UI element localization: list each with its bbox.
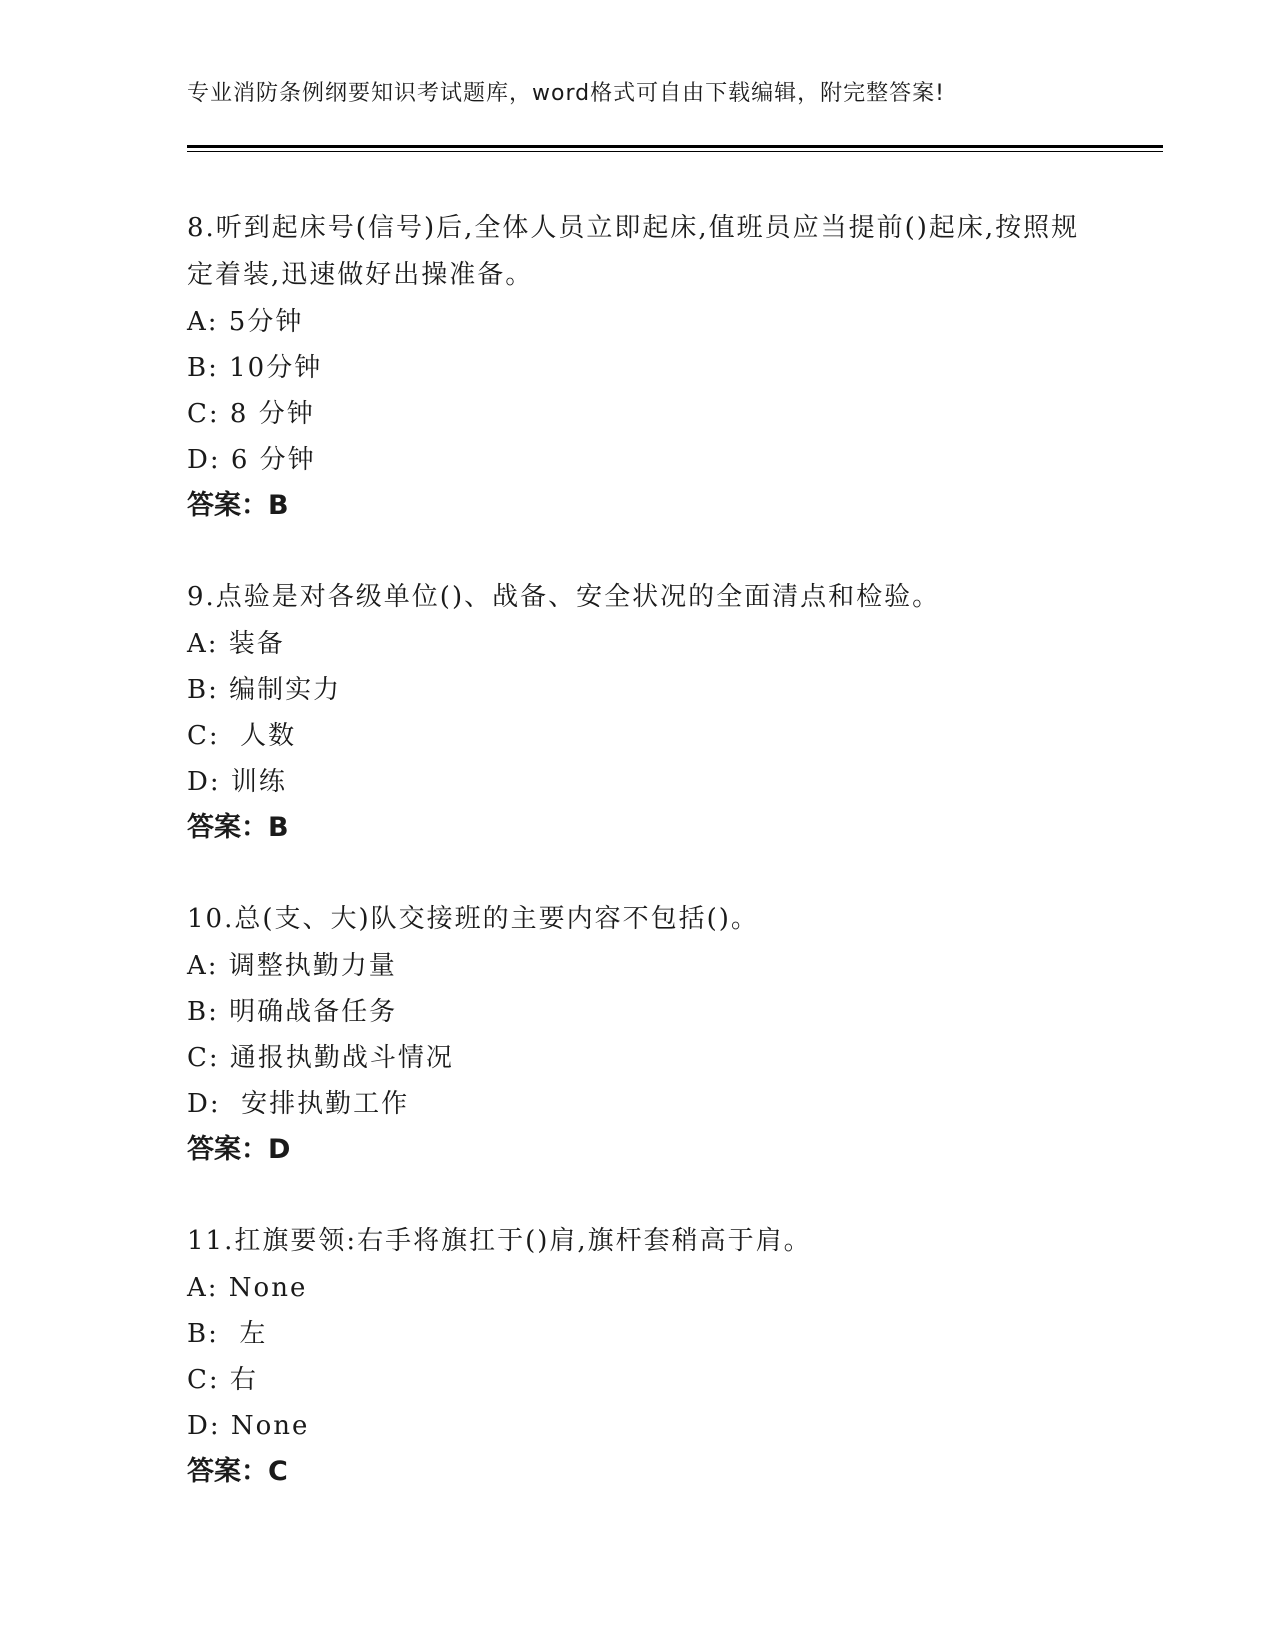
option-a: A: 装备	[187, 629, 285, 659]
option-a: A: 调整执勤力量	[187, 951, 397, 981]
option-b: B: 左	[187, 1319, 268, 1349]
option-a: A: 5分钟	[187, 307, 304, 337]
question-list	[187, 205, 1087, 1540]
option-b: B: 编制实力	[187, 675, 342, 705]
option-d: D: 训练	[187, 767, 287, 797]
answer: 答案：B	[187, 490, 289, 521]
question-stem: 10.总(支、大)队交接班的主要内容不包括()。	[187, 904, 759, 934]
question-stem: 9.点验是对各级单位()、战备、安全状况的全面清点和检验。	[187, 582, 941, 612]
option-c: C: 通报执勤战斗情况	[187, 1043, 454, 1073]
header-divider-thin	[187, 151, 1163, 152]
option-d: D: 6 分钟	[187, 445, 316, 475]
header-divider-thick	[187, 145, 1163, 148]
option-d: D: None	[187, 1411, 310, 1441]
question-11	[187, 1218, 1087, 1495]
question-8	[187, 205, 1087, 529]
option-c: C: 8 分钟	[187, 399, 315, 429]
question-stem: 11.扛旗要领:右手将旗扛于()肩,旗杆套稍高于肩。	[187, 1226, 812, 1256]
answer: 答案：D	[187, 1134, 291, 1165]
question-9	[187, 574, 1087, 851]
option-d: D: 安排执勤工作	[187, 1089, 410, 1119]
option-b: B: 10分钟	[187, 353, 323, 383]
option-c: C: 人数	[187, 721, 297, 751]
option-b: B: 明确战备任务	[187, 997, 398, 1027]
document-header: 专业消防条例纲要知识考试题库，word格式可自由下载编辑，附完整答案!	[187, 81, 945, 106]
option-c: C: 右	[187, 1365, 258, 1395]
question-stem: 8.听到起床号(信号)后,全体人员立即起床,值班员应当提前()起床,按照规定着装,迅速做好出操准备。	[187, 213, 1080, 290]
question-10	[187, 896, 1087, 1173]
option-a: A: None	[187, 1273, 308, 1303]
answer: 答案：C	[187, 1456, 288, 1487]
answer: 答案：B	[187, 812, 289, 843]
